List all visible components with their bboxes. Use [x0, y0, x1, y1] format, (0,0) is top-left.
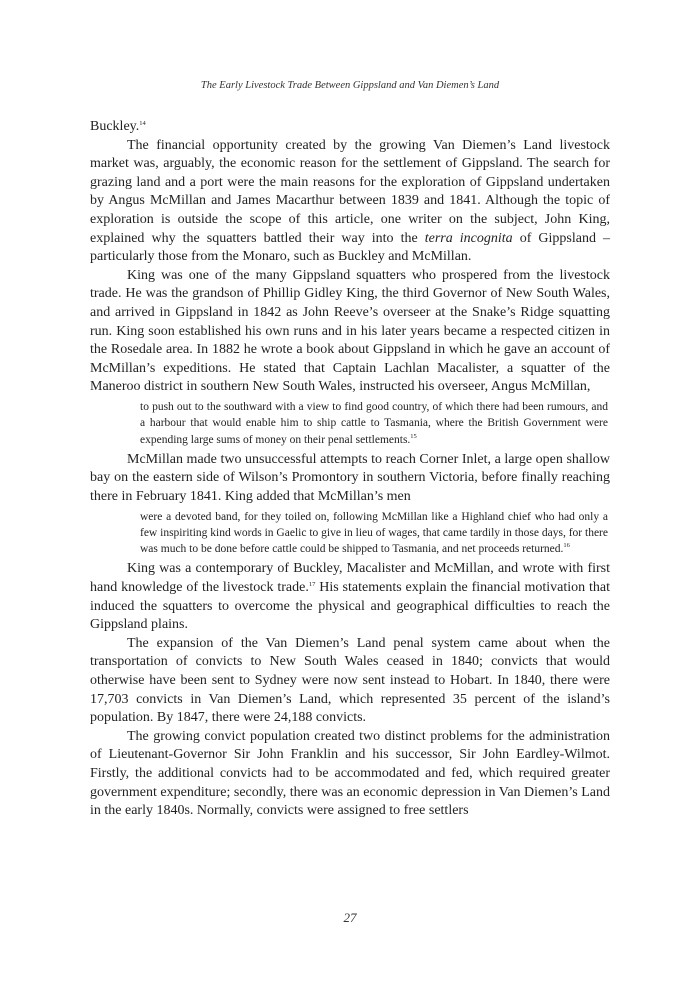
paragraph-0: [90, 118, 610, 137]
paragraph-4-text-b: His statements explain the financial motivation that induced the squatters to overcome the physical and geographical difficulties to reach the Gippsland plains.: [90, 580, 610, 633]
running-head: The Early Livestock Trade Between Gippsland and Van Diemen’s Land: [200, 80, 500, 91]
footnote-ref-16: 16: [563, 542, 570, 550]
footnote-ref-15: 15: [410, 432, 417, 440]
paragraph-4-text-a: King was a contemporary of Buckley, Macalister and McMillan, and wrote with first hand knowledge of the livestock trade.: [90, 561, 610, 596]
block-quote-2-body: were a devoted band, for they toiled on, following McMillan like a Highland chief who had only a few inspiriting kind words in Gaelic to give in lieu of wages, that came tardily in those days, for there was much to be done before cattle could be shipped to Tasmania, and net proceeds returned.: [140, 510, 608, 556]
paragraph-1: [90, 137, 610, 267]
block-quote-1-body: to push out to the southward with a view to find good country, of which there had been rumours, and a harbour that would enable him to ship cattle to Tasmania, where the British Government were expending large sums of money on their penal settlements.: [140, 400, 608, 446]
body-text: [90, 118, 610, 821]
paragraph-5: The expansion of the Van Diemen’s Land penal system came about when the transportation of convicts to New South Wales ceased in 1840; convicts that would otherwise have been sent to Sydney were now sent instead to Hobart. In 1840, there were 17,703 convicts in Van Diemen’s Land, which represented 35 percent of the island’s population. By 1847, there were 24,188 convicts.: [90, 635, 610, 726]
paragraph-4: [90, 560, 610, 634]
paragraph-1-text-a: The financial opportunity created by the growing Van Diemen’s Land livestock market was, arguably, the economic reason for the settlement of Gippsland. The search for grazing land and a port were the main reasons for the exploration of Gippsland undertaken by Angus McMillan and James Macarthur between 1839 and 1841. Although the topic of exploration is outside the scope of this article, one writer on the subject, John King, explained why the squatters battled their way into the: [90, 137, 610, 246]
paragraph-2: King was one of the many Gippsland squatters who prospered from the livestock trade. He was the grandson of Phillip Gidley King, the third Governor of New South Wales, and arrived in Gippsland in 1842 as John Reeve’s overseer at the Snake’s Ridge squatting run. King soon established his own runs and in his later years became a respected citizen in the Rosedale area. In 1882 he wrote a book about Gippsland in which he gave an account of McMillan’s expeditions. He stated that Captain Lachlan Macalister, a squatter of the Maneroo district in southern New South Wales, instructed his overseer, Angus McMillan,: [90, 267, 610, 395]
block-quote-1-text: [140, 399, 608, 448]
paragraph-1-italic: terra incognita: [424, 230, 513, 246]
paragraph-6: The growing convict population created two distinct problems for the administration of Lieutenant-Governor Sir John Franklin and his successor, Sir John Eardley-Wilmot. Firstly, the additional convicts had to be accommodated and fed, which required greater government expenditure; secondly, there was an economic depression in Van Diemen’s Land in the early 1840s. Normally, convicts were assigned to free settlers: [90, 728, 610, 819]
paragraph-1-text-b: of Gippsland – particularly those from the Monaro, such as Buckley and McMillan.: [90, 230, 611, 265]
block-quote-2-text: [140, 509, 608, 558]
block-quote-1: [140, 399, 608, 448]
page-number: 27: [343, 910, 357, 925]
footnote-ref-14: 14: [139, 120, 146, 127]
footnote-ref-17: 17: [308, 581, 316, 589]
block-quote-2: [140, 509, 608, 558]
paragraph-3: McMillan made two unsuccessful attempts to reach Corner Inlet, a large open shallow bay on the eastern side of Wilson’s Promontory in southern Victoria, before finally reaching there in February 1841. King added that McMillan’s men: [90, 451, 610, 504]
paragraph-0-text: Buckley.: [90, 119, 140, 134]
